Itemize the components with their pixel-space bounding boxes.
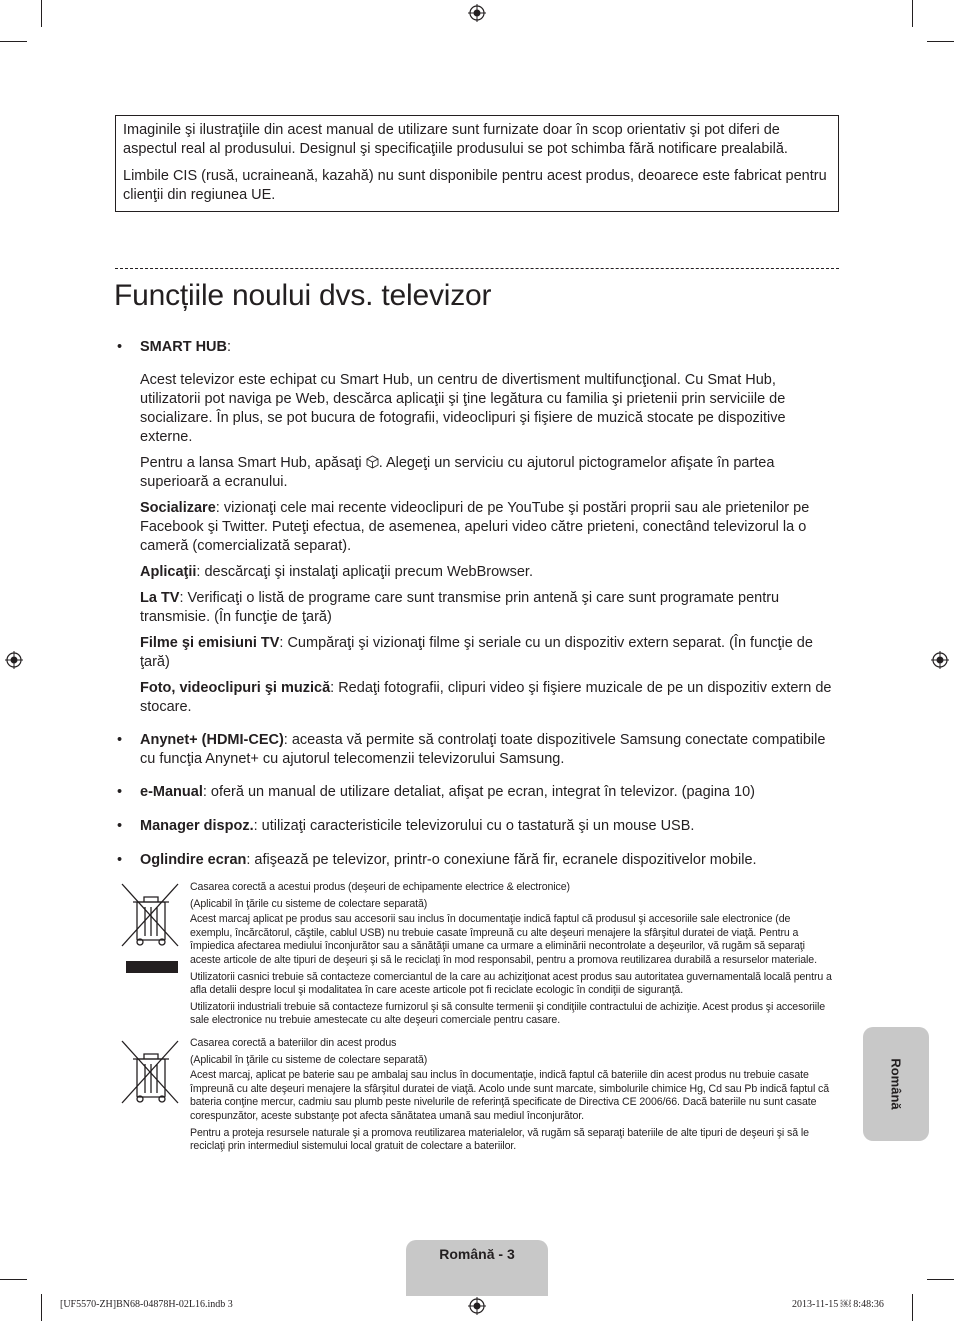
weee-product-text: Utilizatorii casnici trebuie să contacteze comerciantul de la care au achiziţionat acest produs sau autoritatea guvernamentală locală pentru a afla detalii despre locul şi modalitatea în care aceste articole pot fi reciclate ecologic în condiţii de siguranţă. <box>190 970 832 997</box>
registration-mark-icon <box>468 1297 486 1315</box>
list-item: Socializare: vizionaţi cele mai recente videoclipuri de pe YouTube şi postări proprii sau ale prietenilor pe Facebook şi Twitter. Puteţi efectua, de asemenea, apeluri video către prieteni, conectând televizorul la o cameră (comercializată separat). <box>140 500 810 554</box>
weee-product-subheading: (Aplicabil în ţările cu sisteme de colectare separată) <box>190 897 428 910</box>
disclaimer-text: Imaginile şi ilustraţiile din acest manual de utilizare sunt furnizate doar în scop orientativ şi pot diferi de aspectul real al produsului. Designul şi specificaţiile produsului se pot schimba fără notificare prealabilă. <box>123 122 788 157</box>
registration-mark-icon <box>468 4 486 22</box>
bullet-icon: • <box>117 818 123 834</box>
crossed-bin-icon <box>120 882 182 974</box>
smart-hub-key-icon <box>366 455 379 469</box>
print-slug-right: 2013-11-15 ￼ 8:48:36 <box>792 1299 884 1310</box>
weee-battery-heading: Casarea corectă a bateriilor din acest produs <box>190 1037 397 1049</box>
section-divider <box>115 268 839 269</box>
list-item: • SMART HUB: Acest televizor este echipat cu Smart Hub, un centru de divertisment multifuncţional. Cu Smat Hub, utilizatorii pot naviga pe Web, descărca aplicaţii şi ţine legătura cu familia şi prietenii prin serviciile de socializare. În plus, se pot bucura de fotografii, videoclipuri şi fişiere de muzică stocate pe dispozitive externe. Pentru a lansa Smart Hub, apăsaţi . Alegeţi un serviciu cu ajutorul pictogramelor afişate în partea superioară a ecranului. Socializare: vizionaţi cele mai recente videoclipuri de pe YouTube şi postări proprii sau ale prietenilor pe Facebook şi Twitter. Puteţi efectua, de asemenea, apeluri video către prieteni, conectând televizorul la o cameră (comercializată separat). Aplicaţii: descărcaţi şi instalaţi aplicaţii precum WebBrowser. La TV: Verificaţi o listă de programe care sunt transmise prin antenă şi care sunt programate pentru transmisie. (În funcţie de ţară) Filme şi emisiuni TV: Cumpăraţi şi vizionaţi filme şi seriale cu un dispozitiv extern separat. (În funcţie de ţară) Foto, videoclipuri şi muzică: Redaţi fotografii, clipuri video şi fişiere muzicale de pe un dispozitiv extern de stocare. <box>115 338 839 717</box>
weee-battery-text: Pentru a proteja resursele naturale şi a promova reutilizarea materialelor, vă rugăm să separaţi bateriile de alte tipuri de deşeuri şi să le reciclaţi prin intermediul sistemului local gratuit de colectare a bateriilor. <box>190 1126 809 1153</box>
bullet-icon: • <box>117 784 123 800</box>
language-tab-label: Română <box>888 1058 904 1110</box>
features-list <box>115 338 839 870</box>
crop-mark <box>0 1279 27 1280</box>
language-tab <box>863 1027 929 1141</box>
list-item: La TV: Verificaţi o listă de programe care sunt transmise prin antenă şi care sunt programate pentru transmisie. (În funcţie de ţară) <box>140 590 780 625</box>
weee-product-heading: Casarea corectă a acestui produs (deşeuri de echipamente electrice & electronice) <box>190 881 570 893</box>
feature-label: SMART HUB <box>140 339 227 355</box>
crop-mark <box>927 1279 954 1280</box>
crop-mark <box>41 1294 42 1321</box>
crossed-battery-bin-icon <box>120 1039 182 1109</box>
page-title: Funcțiile noului dvs. televizor <box>114 279 492 312</box>
weee-battery-text: Acest marcaj, aplicat pe baterie sau pe ambalaj sau inclus în documentaţie, indică faptul că bateriile din acest produs nu trebuie casate împreună cu alte deşeuri menajere la sfârşitul duratei de viaţă. Acolo unde sunt marcate, simbolurile chimice Hg, Cd sau Pb indică faptul că bateria conţine mercur, cadmiu sau plumb peste nivelurile de referinţă specificate de Directiva CE 2006/66. Dacă bateriile nu sunt casate corespunzător, aceste substanţe pot afecta sănătatea umană sau mediul înconjurător. <box>190 1069 830 1122</box>
disclaimer-box <box>115 115 839 212</box>
smarthub-launch-text: Pentru a lansa Smart Hub, apăsaţi . Alegeţi un serviciu cu ajutorul pictogramelor afişate în partea superioară a ecranului. <box>140 455 775 490</box>
bullet-icon: • <box>117 339 123 355</box>
page-number-box <box>406 1240 548 1296</box>
crop-mark <box>0 41 27 42</box>
crop-mark <box>912 0 913 27</box>
weee-product-text: Acest marcaj aplicat pe produs sau accesorii sau inclus în documentaţie indică faptul că produsul şi accesoriile sale electronice (de exemplu, încărcătorul, căştile, cablul USB) nu trebuie casate împreună cu alte deşeuri menajere la sfârşitul duratei de viaţă. Pentru a împiedica afectarea mediului înconjurător sau a sănătăţii umane ca urmare a eliminării necontrolate a deşeurilor, vă rugăm să separaţi aceste articole de alte tipuri de deşeuri şi să le reciclaţi în mod responsabil, pentru a promova reutilizarea durabilă a resurselor materiale. <box>190 913 817 966</box>
registration-mark-icon <box>931 651 949 669</box>
crop-mark <box>41 0 42 27</box>
weee-battery-subheading: (Aplicabil în ţările cu sisteme de colectare separată) <box>190 1053 428 1066</box>
smarthub-description: Acest televizor este echipat cu Smart Hub, un centru de divertisment multifuncţional. Cu Smat Hub, utilizatorii pot naviga pe Web, descărca aplicaţii şi ţine legătura cu familia şi prietenii prin serviciile de socializare. În plus, se pot bucura de fotografii, videoclipuri şi fişiere de muzică stocate pe dispozitive externe. <box>140 372 786 445</box>
crop-mark <box>927 41 954 42</box>
weee-product-text: Utilizatorii industriali trebuie să contacteze furnizorul şi să consulte termenii şi condiţiile contractului de achiziţie. Acest produs şi accesoriile sale electronice nu trebuie amestecate cu alte deşeuri comerciale pentru casare. <box>190 1000 826 1027</box>
bullet-icon: • <box>117 852 123 868</box>
cis-languages-note: Limbile CIS (rusă, ucraineană, kazahă) nu sunt disponibile pentru acest produs, deoarece este fabricat pentru clienţii din regiunea UE. <box>123 168 827 203</box>
list-item: Aplicaţii: descărcaţi şi instalaţi aplicaţii precum WebBrowser. <box>140 564 533 580</box>
list-item: • e-Manual: oferă un manual de utilizare detaliat, afişat pe ecran, integrat în televizor. (pagina 10) <box>117 784 755 800</box>
list-item: • Oglindire ecran: afişează pe televizor, printr-o conexiune fără fir, ecranele dispozitivelor mobile. <box>117 852 757 868</box>
print-slug-left: [UF5570-ZH]BN68-04878H-02L16.indb 3 <box>60 1299 233 1310</box>
registration-mark-icon <box>5 651 23 669</box>
page-number: Română - 3 <box>439 1246 515 1262</box>
list-item: • Anynet+ (HDMI-CEC): aceasta vă permite să controlaţi toate dispozitivele Samsung conectate compatibile cu funcţia Anynet+ cu ajutorul telecomenzii televizorului Samsung. <box>117 732 826 767</box>
weee-product-notice <box>190 881 835 1031</box>
list-item: Foto, videoclipuri şi muzică: Redaţi fotografii, clipuri video şi fişiere muzicale de pe un dispozitiv extern de stocare. <box>140 680 832 715</box>
crop-mark <box>912 1294 913 1321</box>
weee-battery-notice <box>190 1037 835 1157</box>
bullet-icon: • <box>117 732 123 748</box>
list-item: • Manager dispoz.: utilizaţi caracteristicile televizorului cu o tastatură şi un mouse USB. <box>117 818 695 834</box>
list-item: Filme şi emisiuni TV: Cumpăraţi şi vizionaţi filme şi seriale cu un dispozitiv extern separat. (În funcţie de ţară) <box>140 635 813 670</box>
